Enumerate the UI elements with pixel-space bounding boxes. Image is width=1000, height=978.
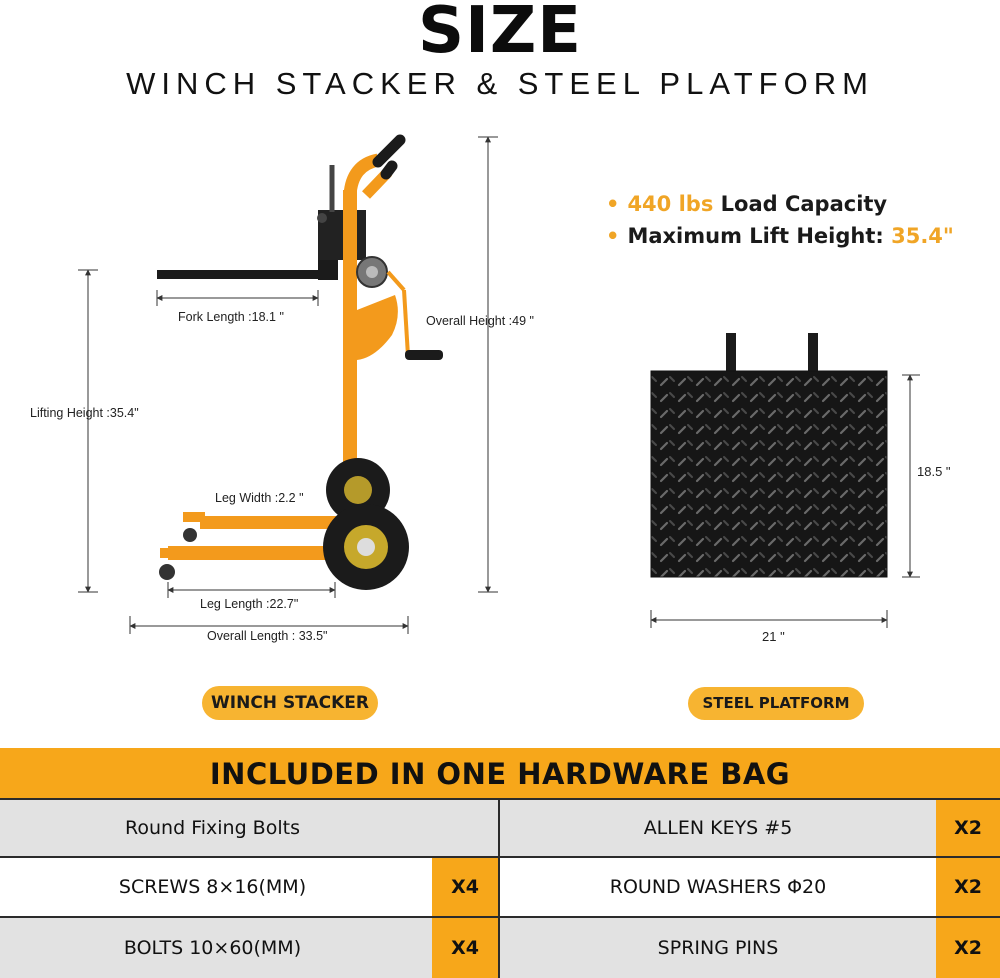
load-capacity-spec: • 440 lbs Load Capacity: [606, 192, 888, 216]
hardware-item-name: ROUND WASHERS Φ20: [609, 876, 827, 898]
winch-stacker-badge: WINCH STACKER: [202, 686, 378, 720]
page-subtitle: WINCH STACKER & STEEL PLATFORM: [126, 66, 874, 101]
winch-stacker-diagram: [0, 120, 500, 650]
hardware-item-qty: X2: [936, 800, 1000, 856]
hardware-table: [0, 798, 1000, 978]
leg-width-label: Leg Width :2.2 ": [215, 491, 304, 505]
page-title: SIZE: [417, 0, 583, 68]
fork-length-label: Fork Length :18.1 ": [178, 310, 284, 324]
overall-length-label: Overall Length : 33.5": [207, 629, 328, 643]
hardware-item-name: Round Fixing Bolts: [125, 817, 300, 839]
hardware-item-name: ALLEN KEYS #5: [643, 817, 793, 839]
steel-platform-badge: STEEL PLATFORM: [688, 687, 864, 720]
hardware-item-name: SCREWS 8×16(MM): [118, 876, 307, 898]
hardware-item-qty: X4: [432, 918, 498, 978]
steel-platform-diagram: [640, 325, 930, 635]
hardware-banner: INCLUDED IN ONE HARDWARE BAG: [0, 748, 1000, 798]
bullet-icon: •: [606, 192, 620, 216]
leg-length-label: Leg Length :22.7": [200, 597, 299, 611]
hardware-item-name: BOLTS 10×60(MM): [123, 937, 302, 959]
hardware-item-qty: X2: [936, 858, 1000, 916]
hardware-item-qty: X2: [936, 918, 1000, 978]
lift-height-spec: • Maximum Lift Height: 35.4": [606, 224, 954, 248]
platform-height-label: 18.5 ": [917, 464, 951, 479]
hardware-item-qty: X4: [432, 858, 498, 916]
platform-width-label: 21 ": [762, 629, 785, 644]
lifting-height-label: Lifting Height :35.4": [30, 406, 139, 420]
bullet-icon: •: [606, 224, 620, 248]
overall-height-label: Overall Height :49 ": [426, 314, 534, 328]
hardware-item-name: SPRING PINS: [657, 937, 779, 959]
